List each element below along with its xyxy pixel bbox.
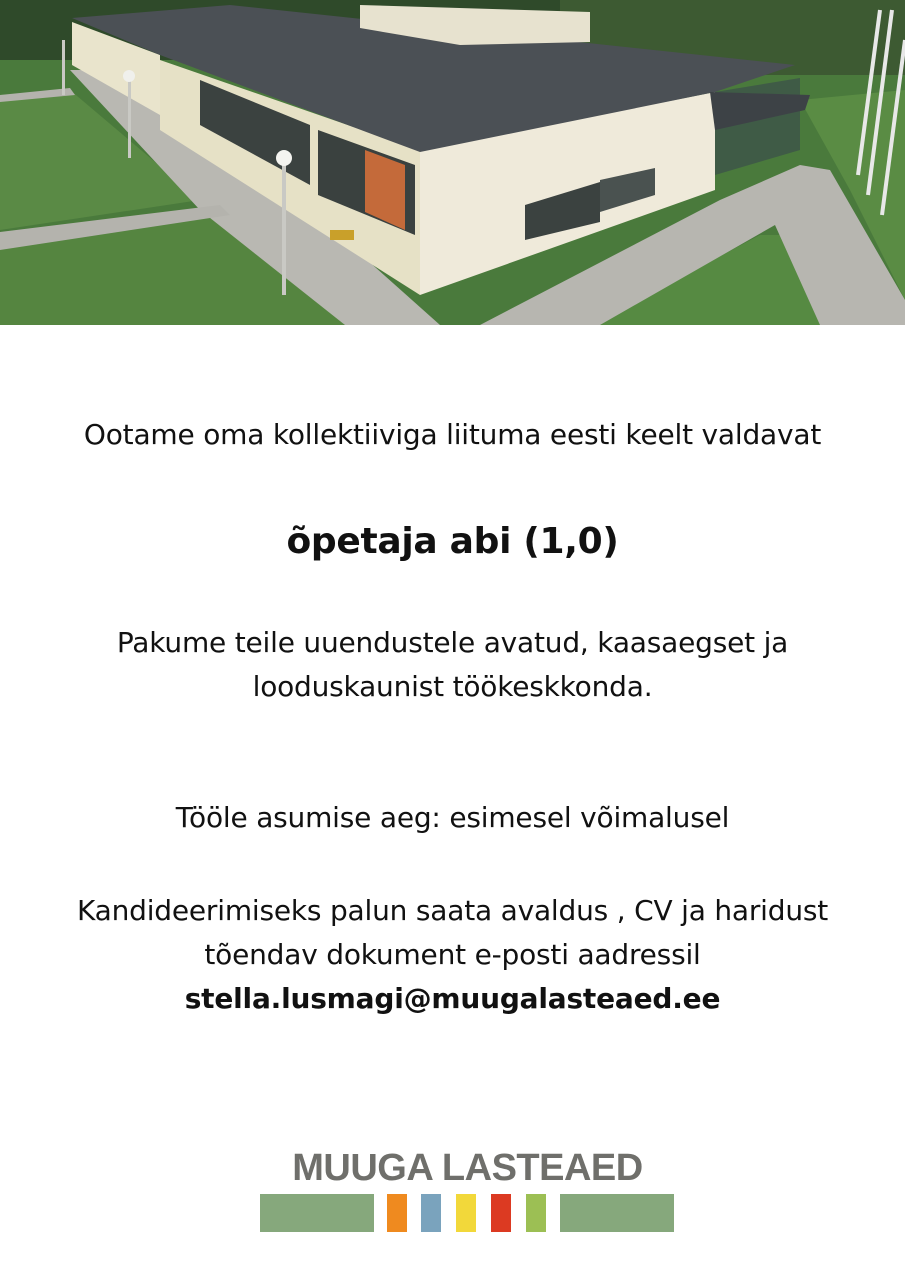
logo-bar-green-right [560,1194,674,1232]
kindergarten-building-photo [0,0,905,325]
application-text: Kandideerimiseks palun saata avaldus , CV ja haridust tõendav dokument e-posti aadressil [76,894,829,971]
logo-bar-olive [526,1194,546,1232]
job-title: õpetaja abi (1,0) [286,521,619,562]
application-instructions [60,889,845,1021]
logo-bar-green-left [260,1194,374,1232]
logo-wordmark: MUUGA LASTEAED [292,1147,643,1189]
logo-bar-red [491,1194,511,1232]
logo-bar-yellow [456,1194,476,1232]
logo-color-bars [260,1194,675,1232]
offer-text: Pakume teile uuendustele avatud, kaasaegset ja looduskaunist töökeskkonda. [116,626,789,703]
logo-bar-blue [421,1194,441,1232]
intro-text: Ootame oma kollektiiviga liituma eesti keelt valdavat [83,418,822,451]
start-date-text: Tööle asumise aeg: esimesel võimalusel [175,801,730,834]
contact-email[interactable]: stella.lusmagi@muugalasteaed.ee [184,982,721,1015]
logo-bar-orange [387,1194,407,1232]
muuga-lasteaed-logo [260,1148,675,1234]
